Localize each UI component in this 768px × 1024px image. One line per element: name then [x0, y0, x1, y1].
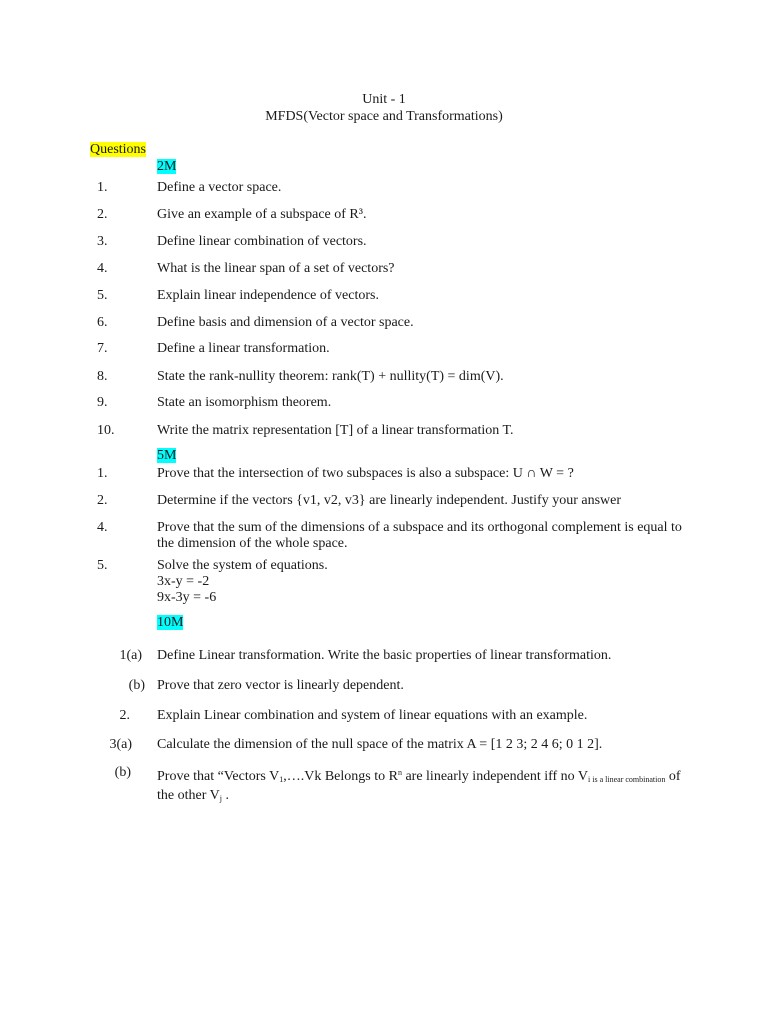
item-text: State an isomorphism theorem. — [157, 395, 332, 410]
item-number: 1. — [97, 180, 108, 195]
item-text: Prove that the sum of the dimensions of a subspace and its orthogonal complement is equal to the dimension of the whole space. — [157, 520, 682, 551]
item-number: 4. — [97, 520, 108, 535]
item-number: (b) — [128, 678, 145, 693]
item-text: Define a linear transformation. — [157, 341, 330, 356]
item-text: Explain Linear combination and system of linear equations with an example. — [157, 708, 588, 723]
item-number: 9. — [97, 395, 108, 410]
section-5m-label — [157, 448, 176, 464]
item-number: 8. — [97, 369, 108, 384]
subscript: i is a linear combination — [588, 775, 666, 784]
item-number: 2. — [119, 708, 130, 723]
item-text: Define basis and dimension of a vector space. — [157, 315, 414, 330]
item-number: 4. — [97, 261, 108, 276]
equation-1: 3x-y = -2 — [157, 574, 210, 589]
item-number: 1(a) — [119, 648, 142, 663]
item-number: 5. — [97, 558, 108, 573]
item-number: 7. — [97, 341, 108, 356]
item-text-block — [157, 558, 687, 606]
item-number: (b) — [114, 765, 131, 780]
item-number: 10. — [97, 423, 115, 438]
section-2m-label — [157, 159, 176, 175]
text-part: are linearly independent iff no V — [401, 769, 589, 784]
text-part: ,….Vk Belongs to R — [283, 769, 398, 784]
section-10m-label — [157, 615, 183, 631]
item-number: 6. — [97, 315, 108, 330]
item-text: Prove that the intersection of two subspaces is also a subspace: U ∩ W = ? — [157, 466, 574, 481]
item-number: 5. — [97, 288, 108, 303]
questions-highlight: Questions — [90, 142, 146, 157]
equation-2: 9x-3y = -6 — [157, 590, 217, 605]
item-number: 2. — [97, 207, 108, 222]
item-text: Give an example of a subspace of R³. — [157, 207, 367, 222]
item-text: Define linear combination of vectors. — [157, 234, 367, 249]
item-text: Define Linear transformation. Write the basic properties of linear transformation. — [157, 648, 612, 663]
item-number: 3. — [97, 234, 108, 249]
item-text: Explain linear independence of vectors. — [157, 288, 379, 303]
section-5m-highlight: 5M — [157, 448, 177, 463]
section-2m-highlight: 2M — [157, 159, 177, 174]
text-part: of the other V — [157, 769, 681, 803]
questions-label — [90, 142, 146, 158]
unit-title: Unit - 1 — [362, 92, 406, 107]
subscript: 1 — [279, 775, 284, 784]
item-text: Determine if the vectors {v1, v2, v3} are linearly independent. Justify your answer — [157, 493, 622, 508]
item-text: Define a vector space. — [157, 180, 282, 195]
text-part: Prove that “Vectors V — [157, 769, 280, 784]
item-text: Prove that zero vector is linearly dependent. — [157, 678, 404, 693]
item-text — [157, 765, 687, 807]
subject-title: MFDS(Vector space and Transformations) — [265, 109, 503, 124]
superscript: n — [397, 768, 402, 777]
section-10m-highlight: 10M — [157, 615, 184, 630]
subscript: j — [219, 794, 222, 803]
text-part: . — [221, 788, 229, 803]
item-text: What is the linear span of a set of vectors? — [157, 261, 395, 276]
item-text: Write the matrix representation [T] of a linear transformation T. — [157, 423, 514, 438]
item-text: State the rank-nullity theorem: rank(T) + nullity(T) = dim(V). — [157, 369, 504, 384]
item-number: 2. — [97, 493, 108, 508]
item-text: Calculate the dimension of the null space of the matrix A = [1 2 3; 2 4 6; 0 1 2]. — [157, 737, 603, 752]
item-number: 3(a) — [109, 737, 132, 752]
item-text: Solve the system of equations. — [157, 558, 328, 573]
item-number: 1. — [97, 466, 108, 481]
